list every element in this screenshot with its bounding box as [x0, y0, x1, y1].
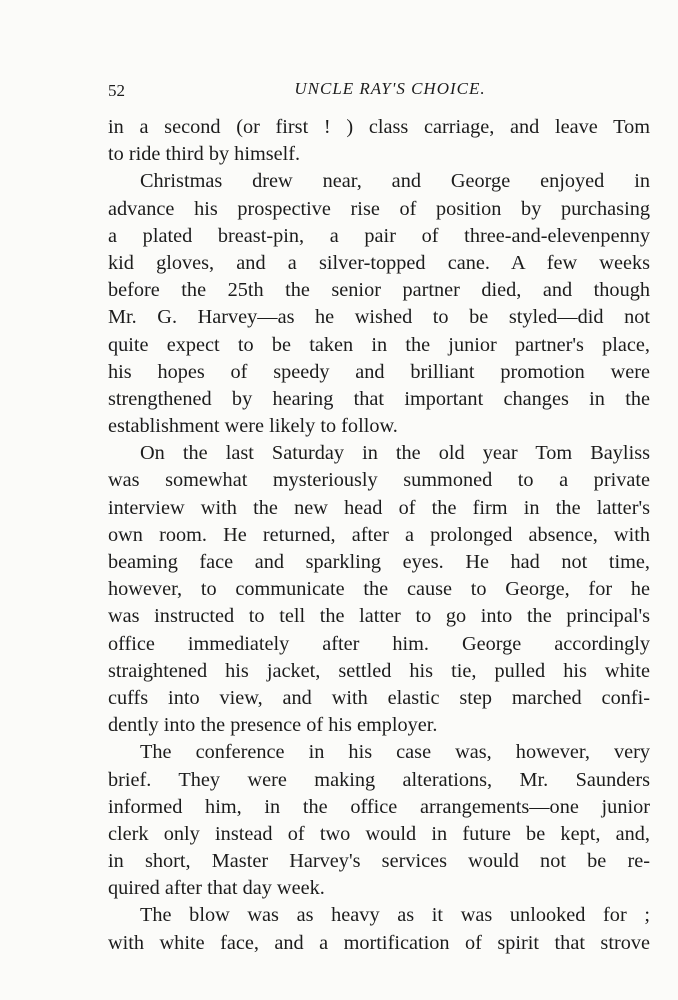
text-line: a plated breast-pin, a pair of three-and-elevenpenny — [108, 224, 650, 247]
text-line: to ride third by himself. — [108, 143, 301, 166]
text-line: with white face, and a mortification of spirit that strove — [108, 931, 650, 954]
page-header — [108, 79, 650, 105]
text-line: informed him, in the office arrangements—one junior — [108, 795, 650, 818]
text-line: cuffs into view, and with elastic step marched confi- — [108, 686, 650, 709]
text-line: was instructed to tell the latter to go into the principal's — [108, 605, 650, 628]
text-line: straightened his jacket, settled his tie, pulled his white — [108, 659, 650, 682]
text-line: The conference in his case was, however, very — [140, 741, 650, 764]
text-line: office immediately after him. George accordingly — [108, 632, 650, 655]
text-line: dently into the presence of his employer. — [108, 714, 438, 737]
text-line: quite expect to be taken in the junior partner's place, — [108, 333, 650, 356]
text-line: in a second (or first ! ) class carriage, and leave Tom — [108, 116, 650, 138]
text-line: strengthened by hearing that important changes in the — [108, 387, 650, 410]
text-line: On the last Saturday in the old year Tom Bayliss — [140, 442, 650, 465]
text-line: however, to communicate the cause to George, for he — [108, 578, 650, 601]
text-line: The blow was as heavy as it was unlooked for ; — [140, 904, 650, 927]
text-line: was somewhat mysteriously summoned to a private — [108, 469, 650, 492]
text-line: before the 25th the senior partner died, and though — [108, 279, 650, 302]
text-line: quired after that day week. — [108, 877, 325, 900]
text-line: advance his prospective rise of position by purchasing — [108, 197, 650, 220]
text-line: own room. He returned, after a prolonged absence, with — [108, 523, 650, 546]
text-line: kid gloves, and a silver-topped cane. A few weeks — [108, 251, 650, 274]
text-line: brief. They were making alterations, Mr. Saunders — [108, 768, 650, 791]
text-line: beaming face and sparkling eyes. He had not time, — [108, 551, 650, 573]
page-number: 52 — [108, 81, 125, 100]
text-line: establishment were likely to follow. — [108, 415, 398, 438]
text-line: clerk only instead of two would in future be kept, and, — [108, 822, 650, 845]
text-line: Christmas drew near, and George enjoyed in — [140, 170, 650, 193]
running-title: UNCLE RAY'S CHOICE. — [294, 79, 486, 98]
text-line: interview with the new head of the firm in the latter's — [108, 496, 650, 519]
text-line: Mr. G. Harvey—as he wished to be styled—did not — [108, 306, 650, 329]
text-line: his hopes of speedy and brilliant promotion were — [108, 360, 650, 383]
text-line: in short, Master Harvey's services would not be re- — [108, 850, 650, 873]
page-body-text — [108, 114, 650, 957]
